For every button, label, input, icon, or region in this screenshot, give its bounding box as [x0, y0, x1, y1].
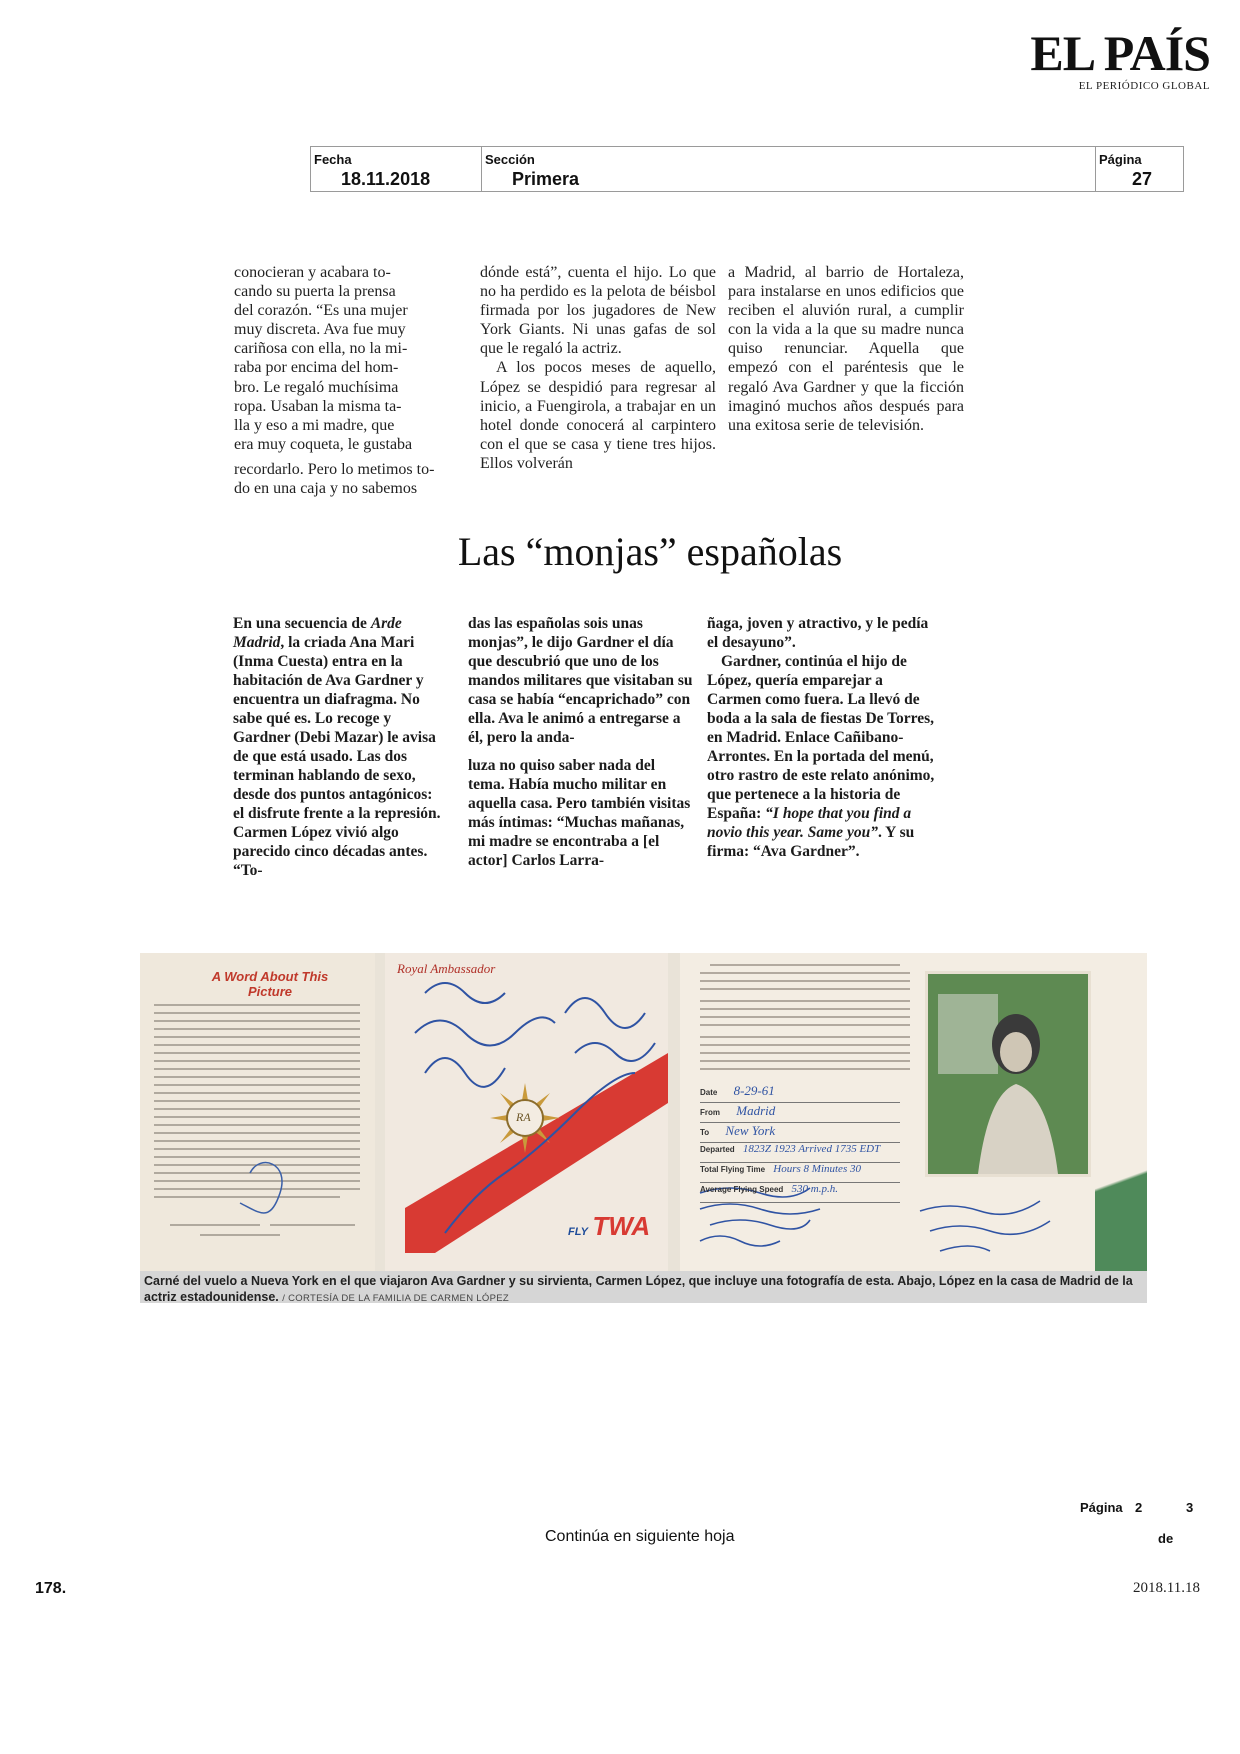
- article-column-1: [234, 263, 444, 498]
- clipping-header-table: [310, 146, 1184, 192]
- seccion-cell: [482, 147, 1096, 191]
- paragraph: a Madrid, al barrio de Hortaleza, para instalarse en unos edificios que reciben el aluvión rural, a cumplir con la vida a la que su madre nunca quiso renunciar. Aquella que empezó con el paréntesis que le regaló Ava Gardner y que la ficción imaginó muchos años después para una exitosa serie de televisión.: [728, 264, 964, 434]
- log-label: Total Flying Time: [700, 1165, 766, 1174]
- article-column-2: [480, 263, 716, 473]
- log-value: 8-29-61: [733, 1083, 775, 1098]
- footer-date: 2018.11.18: [1133, 1580, 1200, 1596]
- royal-ambassador-label: Royal Ambassador: [397, 961, 496, 976]
- text-line: cariñosa con ella, no la mi-: [234, 340, 408, 358]
- fecha-label: Fecha: [314, 152, 352, 167]
- article-column-3: [728, 263, 964, 435]
- sidebar-column-1: [233, 614, 443, 880]
- paragraph: [707, 652, 937, 861]
- log-row: [700, 1163, 900, 1183]
- paragraph: [233, 614, 443, 880]
- clipping-number: 178.: [35, 1580, 67, 1597]
- fly-label: FLY: [568, 1226, 588, 1238]
- text-run: Gardner, continúa el hijo de López, quería emparejar a Carmen como fuera. La llevó de boda a la sala de fiestas De Torres, en Madrid. Enlace Cañibano-Arrontes. En la portada del menú, otro rastro de este relato anónimo, que pertenece a la historia de España:: [707, 653, 935, 822]
- caption-text: Carné del vuelo a Nueva York en el que viajaron Ava Gardner y su sirvienta, Carmen López, que incluye una fotografía de esta. Abajo, López en la casa de Madrid de la actriz estadounidense.: [144, 1274, 1133, 1304]
- text-run: . Y su firma: “Ava Gardner”.: [707, 824, 915, 860]
- panel-heading: A Word About This Picture: [211, 969, 329, 999]
- text-line: cando su puerta la prensa: [234, 283, 396, 301]
- sidebar-column-3: [707, 614, 937, 861]
- log-row: [700, 1183, 900, 1203]
- log-value: Madrid: [736, 1103, 776, 1118]
- flight-card-photo: [140, 953, 1147, 1271]
- masthead-title: EL PAÍS: [1030, 25, 1210, 81]
- log-label: From: [700, 1108, 720, 1117]
- photo-credit: / CORTESÍA DE LA FAMILIA DE CARMEN LÓPEZ: [282, 1293, 509, 1304]
- text-line: ropa. Usaban la misma ta-: [234, 397, 402, 415]
- footer-page-total: 3: [1186, 1500, 1194, 1515]
- seccion-label: Sección: [485, 152, 535, 167]
- footer-de: de: [1158, 1531, 1174, 1546]
- log-value: 530 m.p.h.: [791, 1183, 838, 1195]
- masthead-subtitle: EL PERIÓDICO GLOBAL: [1078, 80, 1210, 92]
- log-value: New York: [725, 1123, 776, 1138]
- seccion-value: Primera: [512, 169, 580, 189]
- pagina-label: Página: [1099, 152, 1142, 167]
- log-value: 1823Z 1923 Arrived 1735 EDT: [742, 1143, 881, 1155]
- log-label: Date: [700, 1088, 718, 1097]
- log-row: [700, 1103, 900, 1123]
- portrait-photo: [925, 971, 1091, 1177]
- log-row: [700, 1143, 900, 1163]
- text-run: , la criada Ana Mari (Inma Cuesta) entra en la habitación de Ava Gardner y encuentra un diafragma. No sabe qué es. Lo recoge y Gardner (Debi Mazar) le avisa de que está usado. Las dos terminan hablando de sexo, desde dos puntos antagónicos: el disfrute frente a la represión. Carmen López vivió algo parecido cinco décadas antes. “To-: [233, 634, 441, 879]
- portrait-figure: [928, 974, 1088, 1174]
- log-label: Departed: [700, 1145, 735, 1154]
- log-value: Hours 8 Minutes 30: [773, 1163, 861, 1175]
- photo-caption: [140, 1271, 1147, 1303]
- text-line: lla y eso a mi madre, que: [234, 416, 395, 434]
- flight-log-panel: [680, 953, 1147, 1271]
- flight-log: [700, 1083, 900, 1203]
- text-line: conocieran y acabara to-: [234, 264, 391, 281]
- log-row: [700, 1083, 900, 1103]
- pagina-cell: [1096, 147, 1183, 191]
- footer-page-current: 2: [1135, 1500, 1143, 1515]
- paragraph: luza no quiso saber nada del tema. Había mucho militar en aquella casa. Pero también visitas más íntimas: “Muchas mañanas, mi madre se encontraba a [el actor] Carlos Larra-: [468, 757, 691, 869]
- paragraph: A los pocos meses de aquello, López se despidió para regresar al inicio, a Fuengirola, a trabajar en un hotel donde conocerá al carpintero con el que se casa y tiene tres hijos. Ellos volverán: [480, 359, 716, 472]
- text-line: muy discreta. Ava fue muy: [234, 321, 406, 339]
- log-row: [700, 1123, 900, 1143]
- continua-label: Continúa en siguiente hoja: [545, 1528, 735, 1545]
- quote-italic: “I hope that you find a novio this year. Same you”: [707, 805, 912, 841]
- paragraph: dónde está”, cuenta el hijo. Lo que no ha perdido es la pelota de béisbol firmada por los jugadores de New York Giants. Ni unas gafas de sol que le regaló la actriz.: [480, 264, 716, 358]
- sidebar-title: Las “monjas” españolas: [457, 529, 843, 574]
- text-line: del corazón. “Es una mujer: [234, 302, 408, 320]
- log-label: Average Flying Speed: [700, 1185, 784, 1194]
- show-title: Arde Madrid: [233, 615, 402, 651]
- twa-cover-panel: [385, 953, 668, 1271]
- ra-emblem: RA: [516, 1110, 531, 1124]
- fecha-cell: [311, 147, 482, 191]
- paragraph: das las españolas sois unas monjas”, le dijo Gardner el día que descubrió que uno de los mandos militares que visitaban su casa se había “encaprichado” con ella. Ava le animó a entregarse a él, pero la anda-: [468, 615, 693, 746]
- text-line: recordarlo. Pero lo metimos to-: [234, 460, 435, 478]
- text-run: En una secuencia de: [233, 615, 371, 632]
- paragraph: ñaga, joven y atractivo, y le pedía el desayuno”.: [707, 615, 929, 651]
- footer-page-label: Página: [1080, 1500, 1123, 1515]
- text-line: bro. Le regaló muchísima: [234, 378, 399, 396]
- word-about-picture-panel: [140, 953, 375, 1271]
- twa-logo: [568, 1211, 650, 1242]
- card-edge: [1095, 953, 1147, 1271]
- text-line: do en una caja y no sabemos: [234, 480, 418, 498]
- sidebar-column-2: [468, 614, 694, 870]
- twa-label: TWA: [592, 1211, 651, 1241]
- text-line: era muy coqueta, le gustaba: [234, 435, 413, 453]
- fecha-value: 18.11.2018: [341, 169, 431, 189]
- masthead-logo: [1030, 25, 1210, 92]
- fine-print-lines: [140, 953, 375, 1271]
- pagina-value: 27: [1132, 169, 1153, 189]
- log-label: To: [700, 1128, 710, 1137]
- text-line: raba por encima del hom-: [234, 359, 399, 377]
